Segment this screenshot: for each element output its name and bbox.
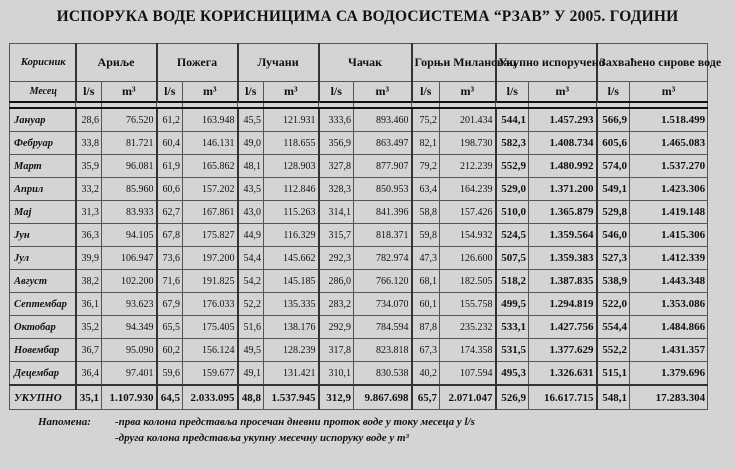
group-header: Захваћено сирове воде	[597, 44, 708, 82]
value-cell: 106.947	[102, 247, 157, 270]
value-cell: 552,2	[597, 339, 630, 362]
value-cell: 156.124	[183, 339, 238, 362]
value-cell: 356,9	[319, 132, 354, 155]
value-cell: 818.371	[354, 224, 412, 247]
value-cell: 524,5	[496, 224, 529, 247]
unit-volume-header: m³	[630, 82, 708, 103]
value-cell: 830.538	[354, 362, 412, 386]
value-cell: 45,5	[238, 108, 264, 132]
value-cell: 605,6	[597, 132, 630, 155]
value-cell: 40,2	[412, 362, 440, 386]
unit-flow-header: l/s	[496, 82, 529, 103]
value-cell: 146.131	[183, 132, 238, 155]
month-cell: Фебруар	[10, 132, 76, 155]
value-cell: 1.419.148	[630, 201, 708, 224]
value-cell: 38,2	[76, 270, 102, 293]
value-cell: 63,4	[412, 178, 440, 201]
value-cell: 35,1	[76, 385, 102, 410]
value-cell: 1.326.631	[529, 362, 597, 386]
value-cell: 566,9	[597, 108, 630, 132]
value-cell: 292,9	[319, 316, 354, 339]
value-cell: 850.953	[354, 178, 412, 201]
month-cell: Мај	[10, 201, 76, 224]
value-cell: 97.401	[102, 362, 157, 386]
value-cell: 863.497	[354, 132, 412, 155]
value-cell: 155.758	[440, 293, 496, 316]
value-cell: 43,5	[238, 178, 264, 201]
value-cell: 44,9	[238, 224, 264, 247]
value-cell: 782.974	[354, 247, 412, 270]
value-cell: 1.537.270	[630, 155, 708, 178]
value-cell: 145.662	[264, 247, 319, 270]
value-cell: 96.081	[102, 155, 157, 178]
month-cell: Март	[10, 155, 76, 178]
note-line-1: -прва колона представља просечан дневни проток воде у току месеца у l/s	[115, 416, 475, 428]
value-cell: 116.329	[264, 224, 319, 247]
value-cell: 312,9	[319, 385, 354, 410]
value-cell: 163.948	[183, 108, 238, 132]
value-cell: 328,3	[319, 178, 354, 201]
value-cell: 87,8	[412, 316, 440, 339]
month-cell: УКУПНО	[10, 385, 76, 410]
value-cell: 1.480.992	[529, 155, 597, 178]
table-row	[10, 178, 708, 201]
value-cell: 526,9	[496, 385, 529, 410]
month-cell: Септембар	[10, 293, 76, 316]
value-cell: 76.520	[102, 108, 157, 132]
value-cell: 16.617.715	[529, 385, 597, 410]
value-cell: 518,2	[496, 270, 529, 293]
month-cell: Август	[10, 270, 76, 293]
value-cell: 59,8	[412, 224, 440, 247]
value-cell: 49,0	[238, 132, 264, 155]
month-cell: Јануар	[10, 108, 76, 132]
value-cell: 552,9	[496, 155, 529, 178]
value-cell: 1.465.083	[630, 132, 708, 155]
page-title: ИСПОРУКА ВОДЕ КОРИСНИЦИМА СА ВОДОСИСТЕМА “РЗАВ” У 2005. ГОДИНИ	[56, 8, 679, 25]
value-cell: 94.105	[102, 224, 157, 247]
unit-volume-header: m³	[183, 82, 238, 103]
value-cell: 94.349	[102, 316, 157, 339]
value-cell: 198.730	[440, 132, 496, 155]
value-cell: 60,6	[157, 178, 183, 201]
value-cell: 1.371.200	[529, 178, 597, 201]
table-row	[10, 270, 708, 293]
value-cell: 893.460	[354, 108, 412, 132]
value-cell: 546,0	[597, 224, 630, 247]
value-cell: 121.931	[264, 108, 319, 132]
table-row	[10, 132, 708, 155]
value-cell: 1.443.348	[630, 270, 708, 293]
value-cell: 67,9	[157, 293, 183, 316]
value-cell: 67,8	[157, 224, 183, 247]
value-cell: 544,1	[496, 108, 529, 132]
unit-flow-header: l/s	[238, 82, 264, 103]
value-cell: 522,0	[597, 293, 630, 316]
value-cell: 197.200	[183, 247, 238, 270]
value-cell: 1.359.383	[529, 247, 597, 270]
value-cell: 823.818	[354, 339, 412, 362]
value-cell: 784.594	[354, 316, 412, 339]
value-cell: 191.825	[183, 270, 238, 293]
value-cell: 2.033.095	[183, 385, 238, 410]
value-cell: 128.239	[264, 339, 319, 362]
value-cell: 58,8	[412, 201, 440, 224]
value-cell: 176.033	[183, 293, 238, 316]
value-cell: 549,1	[597, 178, 630, 201]
value-cell: 73,6	[157, 247, 183, 270]
value-cell: 33,8	[76, 132, 102, 155]
value-cell: 327,8	[319, 155, 354, 178]
value-cell: 112.846	[264, 178, 319, 201]
value-cell: 157.426	[440, 201, 496, 224]
value-cell: 60,1	[412, 293, 440, 316]
table-row	[10, 293, 708, 316]
value-cell: 54,4	[238, 247, 264, 270]
value-cell: 64,5	[157, 385, 183, 410]
unit-volume-header: m³	[354, 82, 412, 103]
value-cell: 51,6	[238, 316, 264, 339]
value-cell: 1.415.306	[630, 224, 708, 247]
value-cell: 175.827	[183, 224, 238, 247]
value-cell: 65,7	[412, 385, 440, 410]
value-cell: 118.655	[264, 132, 319, 155]
value-cell: 538,9	[597, 270, 630, 293]
value-cell: 157.202	[183, 178, 238, 201]
value-cell: 43,0	[238, 201, 264, 224]
group-header: Лучани	[238, 44, 319, 82]
month-cell: Новембар	[10, 339, 76, 362]
value-cell: 48,1	[238, 155, 264, 178]
value-cell: 35,9	[76, 155, 102, 178]
value-cell: 115.263	[264, 201, 319, 224]
value-cell: 60,2	[157, 339, 183, 362]
value-cell: 39,9	[76, 247, 102, 270]
value-cell: 48,8	[238, 385, 264, 410]
unit-flow-header: l/s	[597, 82, 630, 103]
value-cell: 529,8	[597, 201, 630, 224]
value-cell: 554,4	[597, 316, 630, 339]
value-cell: 47,3	[412, 247, 440, 270]
value-cell: 81.721	[102, 132, 157, 155]
unit-volume-header: m³	[102, 82, 157, 103]
value-cell: 582,3	[496, 132, 529, 155]
value-cell: 283,2	[319, 293, 354, 316]
value-cell: 126.600	[440, 247, 496, 270]
value-cell: 68,1	[412, 270, 440, 293]
value-cell: 61,2	[157, 108, 183, 132]
unit-volume-header: m³	[264, 82, 319, 103]
table-row	[10, 201, 708, 224]
value-cell: 315,7	[319, 224, 354, 247]
value-cell: 31,3	[76, 201, 102, 224]
value-cell: 527,3	[597, 247, 630, 270]
value-cell: 128.903	[264, 155, 319, 178]
value-cell: 333,6	[319, 108, 354, 132]
value-cell: 1.423.306	[630, 178, 708, 201]
unit-flow-header: l/s	[76, 82, 102, 103]
table-row	[10, 224, 708, 247]
value-cell: 1.379.696	[630, 362, 708, 386]
table-row	[10, 247, 708, 270]
value-cell: 235.232	[440, 316, 496, 339]
value-cell: 33,2	[76, 178, 102, 201]
value-cell: 212.239	[440, 155, 496, 178]
value-cell: 499,5	[496, 293, 529, 316]
value-cell: 766.120	[354, 270, 412, 293]
month-cell: Децембар	[10, 362, 76, 386]
value-cell: 314,1	[319, 201, 354, 224]
table-row	[10, 155, 708, 178]
unit-volume-header: m³	[440, 82, 496, 103]
value-cell: 17.283.304	[630, 385, 708, 410]
value-cell: 174.358	[440, 339, 496, 362]
value-cell: 28,6	[76, 108, 102, 132]
value-cell: 102.200	[102, 270, 157, 293]
month-cell: Октобар	[10, 316, 76, 339]
group-header-row	[10, 44, 708, 82]
value-cell: 165.862	[183, 155, 238, 178]
unit-flow-header: l/s	[157, 82, 183, 103]
value-cell: 164.239	[440, 178, 496, 201]
value-cell: 201.434	[440, 108, 496, 132]
value-cell: 167.861	[183, 201, 238, 224]
value-cell: 1.484.866	[630, 316, 708, 339]
value-cell: 67,3	[412, 339, 440, 362]
value-cell: 54,2	[238, 270, 264, 293]
value-cell: 310,1	[319, 362, 354, 386]
value-cell: 60,4	[157, 132, 183, 155]
value-cell: 135.335	[264, 293, 319, 316]
value-cell: 1.537.945	[264, 385, 319, 410]
water-delivery-table	[9, 43, 722, 410]
group-header: Ариље	[76, 44, 157, 82]
value-cell: 548,1	[597, 385, 630, 410]
value-cell: 1.427.756	[529, 316, 597, 339]
value-cell: 529,0	[496, 178, 529, 201]
value-cell: 71,6	[157, 270, 183, 293]
value-cell: 154.932	[440, 224, 496, 247]
value-cell: 52,2	[238, 293, 264, 316]
value-cell: 507,5	[496, 247, 529, 270]
group-header: Горњи Милановац	[412, 44, 496, 82]
note-label: Напомена:	[38, 416, 91, 428]
value-cell: 85.960	[102, 178, 157, 201]
value-cell: 1.408.734	[529, 132, 597, 155]
value-cell: 2.071.047	[440, 385, 496, 410]
group-header: Чачак	[319, 44, 412, 82]
value-cell: 182.505	[440, 270, 496, 293]
value-cell: 510,0	[496, 201, 529, 224]
value-cell: 131.421	[264, 362, 319, 386]
value-cell: 1.377.629	[529, 339, 597, 362]
month-cell: Април	[10, 178, 76, 201]
value-cell: 49,1	[238, 362, 264, 386]
value-cell: 36,3	[76, 224, 102, 247]
unit-flow-header: l/s	[319, 82, 354, 103]
group-header: Пожега	[157, 44, 238, 82]
table-row	[10, 108, 708, 132]
unit-volume-header: m³	[529, 82, 597, 103]
total-row	[10, 385, 708, 410]
value-cell: 95.090	[102, 339, 157, 362]
value-cell: 1.518.499	[630, 108, 708, 132]
value-cell: 36,7	[76, 339, 102, 362]
user-label: Корисник	[10, 44, 76, 82]
value-cell: 1.457.293	[529, 108, 597, 132]
value-cell: 317,8	[319, 339, 354, 362]
value-cell: 533,1	[496, 316, 529, 339]
value-cell: 75,2	[412, 108, 440, 132]
value-cell: 61,9	[157, 155, 183, 178]
value-cell: 35,2	[76, 316, 102, 339]
value-cell: 1.387.835	[529, 270, 597, 293]
value-cell: 1.353.086	[630, 293, 708, 316]
value-cell: 82,1	[412, 132, 440, 155]
value-cell: 495,3	[496, 362, 529, 386]
unit-flow-header: l/s	[412, 82, 440, 103]
value-cell: 9.867.698	[354, 385, 412, 410]
value-cell: 1.412.339	[630, 247, 708, 270]
month-label: Месец	[10, 82, 76, 103]
value-cell: 175.405	[183, 316, 238, 339]
table-row	[10, 316, 708, 339]
value-cell: 138.176	[264, 316, 319, 339]
value-cell: 292,3	[319, 247, 354, 270]
value-cell: 1.365.879	[529, 201, 597, 224]
value-cell: 93.623	[102, 293, 157, 316]
month-cell: Јул	[10, 247, 76, 270]
table-row	[10, 339, 708, 362]
value-cell: 83.933	[102, 201, 157, 224]
value-cell: 145.185	[264, 270, 319, 293]
unit-header-row	[10, 82, 708, 103]
value-cell: 1.294.819	[529, 293, 597, 316]
value-cell: 62,7	[157, 201, 183, 224]
value-cell: 49,5	[238, 339, 264, 362]
value-cell: 1.107.930	[102, 385, 157, 410]
value-cell: 59,6	[157, 362, 183, 386]
value-cell: 574,0	[597, 155, 630, 178]
value-cell: 36,4	[76, 362, 102, 386]
value-cell: 841.396	[354, 201, 412, 224]
value-cell: 1.359.564	[529, 224, 597, 247]
table-row	[10, 362, 708, 386]
value-cell: 159.677	[183, 362, 238, 386]
value-cell: 734.070	[354, 293, 412, 316]
value-cell: 107.594	[440, 362, 496, 386]
value-cell: 79,2	[412, 155, 440, 178]
note-line-2: -друга колона представља укупну месечну испоруку воде у m³	[115, 432, 409, 444]
value-cell: 65,5	[157, 316, 183, 339]
value-cell: 36,1	[76, 293, 102, 316]
month-cell: Јун	[10, 224, 76, 247]
group-header: Укупно испоручено	[496, 44, 597, 82]
value-cell: 515,1	[597, 362, 630, 386]
value-cell: 1.431.357	[630, 339, 708, 362]
value-cell: 286,0	[319, 270, 354, 293]
value-cell: 877.907	[354, 155, 412, 178]
value-cell: 531,5	[496, 339, 529, 362]
